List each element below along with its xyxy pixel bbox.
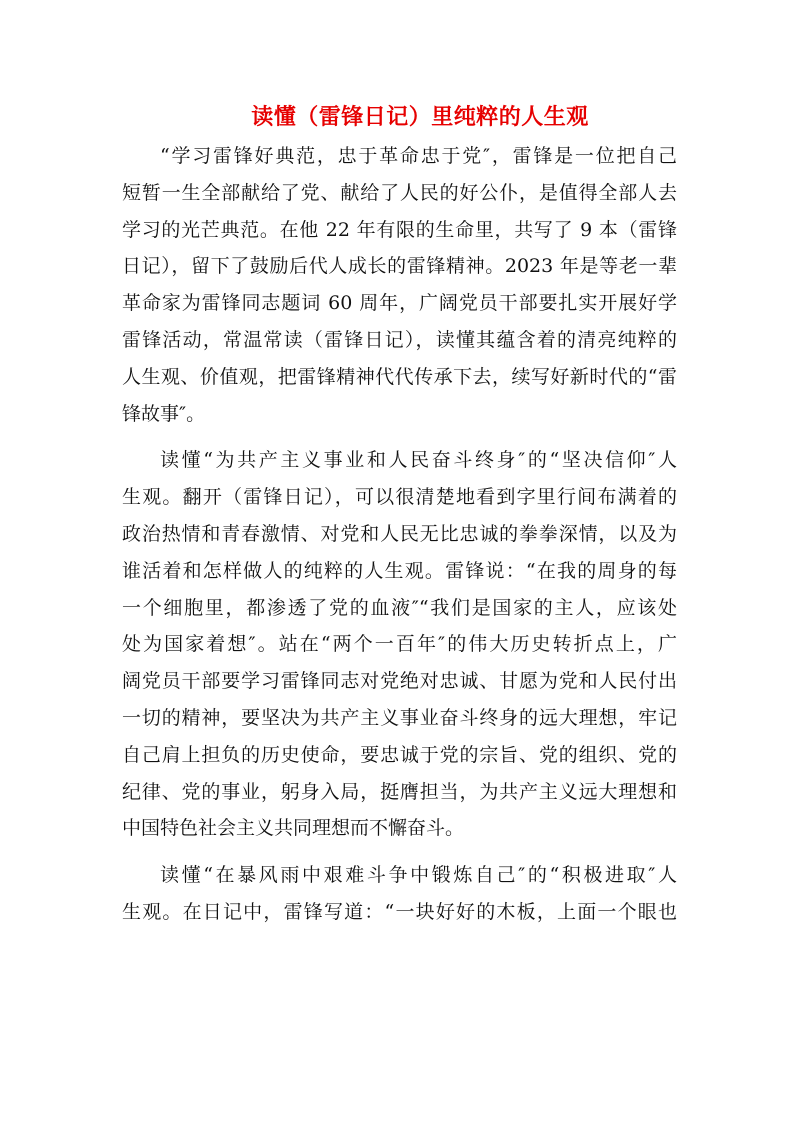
document-body xyxy=(122,138,677,931)
paragraph-1-line-3: 学习的光芒典范。在他 22 年有限的生命里，共写了 9 本（雷锋 xyxy=(122,218,677,241)
paragraph-3-line-2: 生观。在日记中，雷锋写道：“一块好好的木板，上面一个眼也 xyxy=(122,900,677,923)
paragraph-1-line-8: 锋故事″。 xyxy=(122,402,206,425)
paragraph-2-line-7: 阔党员干部要学习雷锋同志对党绝对忠诚、甘愿为党和人民付出 xyxy=(122,670,677,693)
paragraph-2-line-11: 中国特色社会主义共同理想而不懈奋斗。 xyxy=(122,817,465,840)
document-title: 读懂（雷锋日记）里纯粹的人生观 xyxy=(251,105,589,130)
paragraph-2-line-8: 一切的精神，要坚决为共产主义事业奋斗终身的远大理想，牢记 xyxy=(122,706,677,729)
paragraph-1-line-5: 革命家为雷锋同志题词 60 周年，广阔党员干部要扎实开展好学 xyxy=(122,292,677,315)
paragraph-2-line-1: 读懂“为共产主义事业和人民奋斗终身″的“坚决信仰″人 xyxy=(160,449,677,472)
paragraph-1-line-2: 短暂一生全部献给了党、献给了人民的好公仆，是值得全部人去 xyxy=(122,181,677,204)
paragraph-gap xyxy=(122,847,677,857)
paragraph-1-line-1: “学习雷锋好典范，忠于革命忠于党″，雷锋是一位把自己 xyxy=(160,145,677,167)
paragraph-2-line-10: 纪律、党的事业，躬身入局，挺膺担当，为共产主义远大理想和 xyxy=(122,780,677,803)
paragraph-2-line-5: 一个细胞里，都渗透了党的血液″“我们是国家的主人，应该处 xyxy=(122,596,677,619)
paragraph-3-line-1: 读懂“在暴风雨中艰难斗争中锻炼自己″的“积极进取″人 xyxy=(160,864,677,887)
paragraph-1-line-7: 人生观、价值观，把雷锋精神代代传承下去，续写好新时代的“雷 xyxy=(122,365,677,388)
paragraph-2-line-9: 自己肩上担负的历史使命，要忠诚于党的宗旨、党的组织、党的 xyxy=(122,743,677,766)
paragraph-2-line-4: 谁活着和怎样做人的纯粹的人生观。雷锋说：“在我的周身的每 xyxy=(122,559,677,582)
paragraph-1-line-4: 日记），留下了鼓励后代人成长的雷锋精神。2023 年是等老一辈 xyxy=(122,255,677,278)
paragraph-2-line-2: 生观。翻开（雷锋日记），可以很清楚地看到字里行间布满着的 xyxy=(122,486,677,509)
paragraph-2-line-6: 处为国家着想″。站在“两个一百年″的伟大历史转折点上，广 xyxy=(122,633,677,656)
paragraph-gap xyxy=(122,432,677,442)
paragraph-2-line-3: 政治热情和青春激情、对党和人民无比忠诚的拳拳深情，以及为 xyxy=(122,522,677,545)
paragraph-1-line-6: 雷锋活动，常温常读（雷锋日记），读懂其蕴含着的清亮纯粹的 xyxy=(122,328,677,351)
